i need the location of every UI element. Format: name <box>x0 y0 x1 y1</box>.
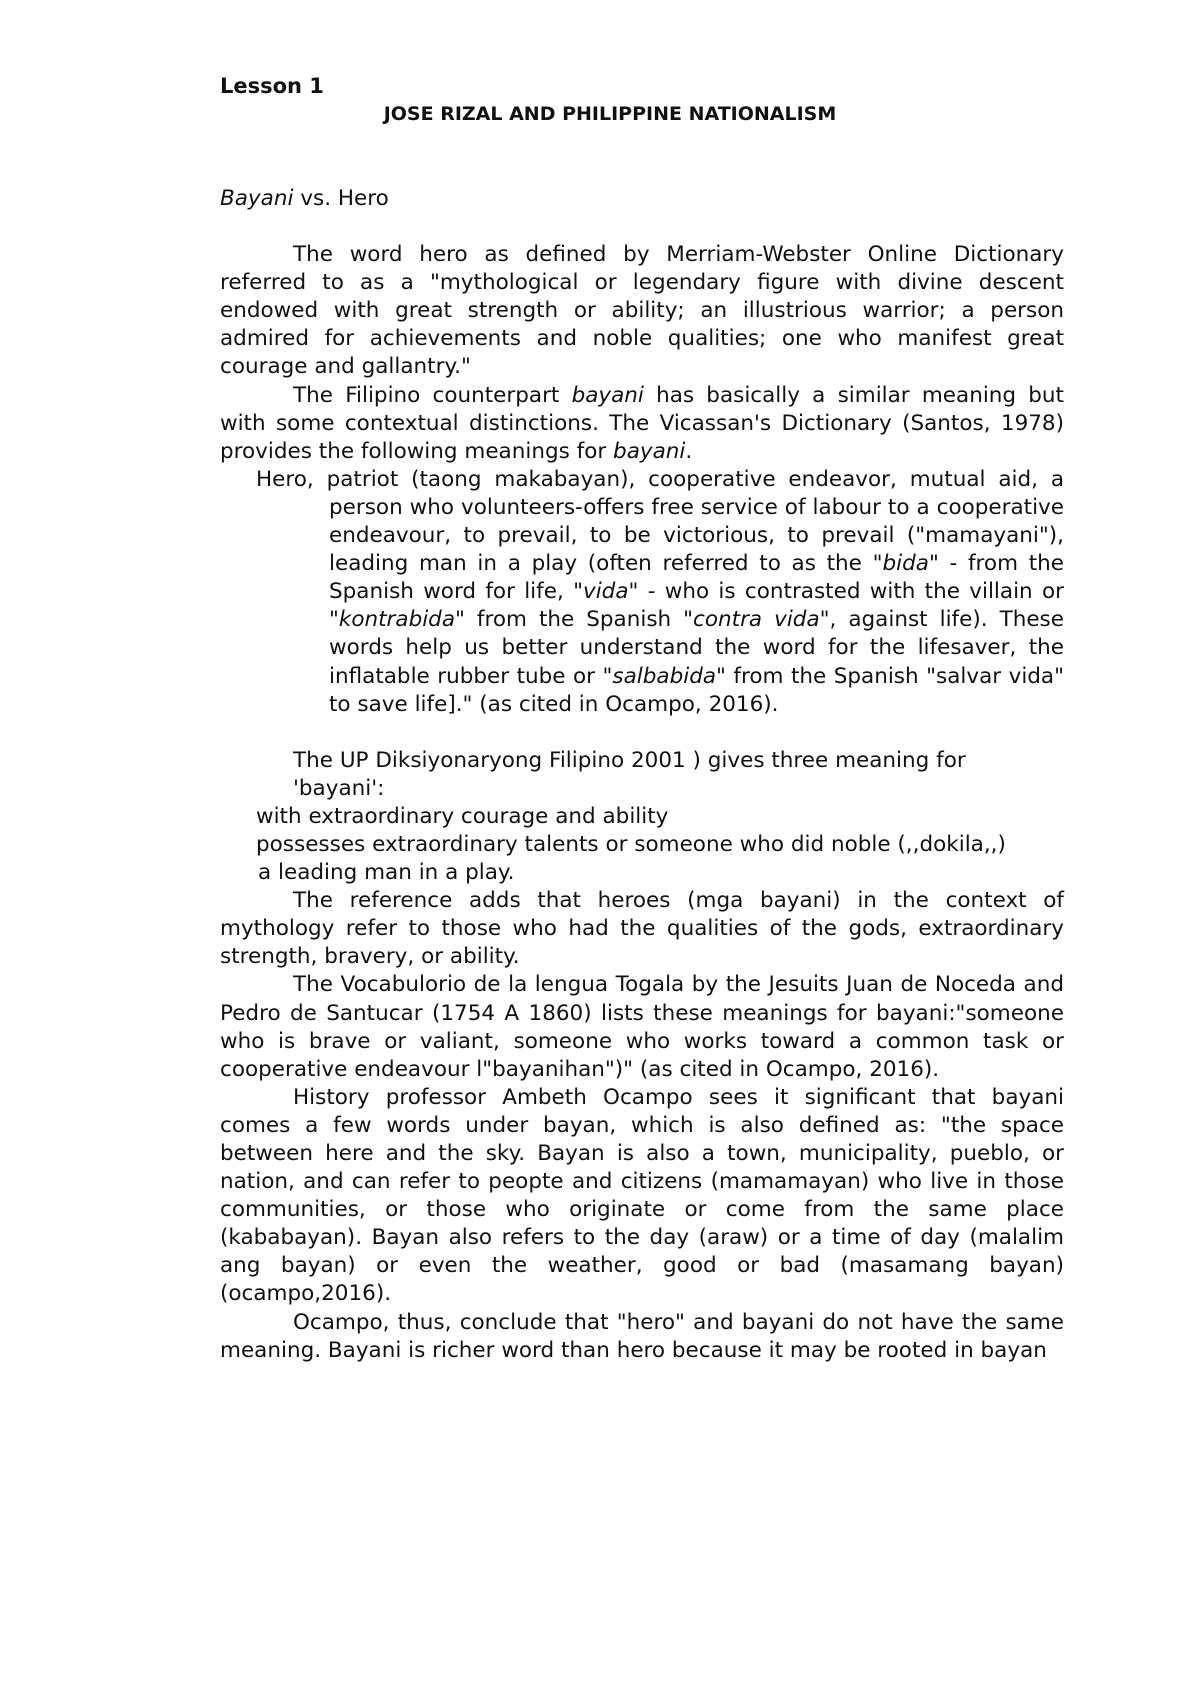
text-line: 'bayani': <box>293 775 385 801</box>
block-quote-vicassan <box>256 466 1064 719</box>
text-run: " - from the Spanish word for life, " <box>329 551 1064 605</box>
meaning-item-1: with extraordinary courage and ability <box>256 803 669 829</box>
text-run: The Filipino counterpart <box>293 382 572 408</box>
text-run-italic: bayani <box>613 438 686 464</box>
text-run: " from the Spanish " <box>455 607 694 633</box>
document-body <box>220 185 1064 1365</box>
section-heading <box>220 185 1064 213</box>
text-run-italic: vida <box>582 579 629 605</box>
text-run: " - who is contrasted with the villain or " <box>329 579 1064 633</box>
section-heading-rest: vs. Hero <box>293 186 389 211</box>
paragraph-up-dictionary <box>220 747 1064 803</box>
paragraph-hero-definition: The word hero as defined by Merriam-Webster Online Dictionary referred to as a "mythological or legendary figure with divine descent endowed with great strength or ability; an illustrious warrior; a person admired for achievements and noble qualities; one who manifest great courage and gallantry." <box>220 242 1064 380</box>
paragraph-mythology: The reference adds that heroes (mga bayani) in the context of mythology refer to those who had the qualities of the gods, extraordinary strength, bravery, or ability. <box>220 888 1064 970</box>
paragraph-ocampo-conclusion: Ocampo, thus, conclude that "hero" and bayani do not have the same meaning. Bayani is richer word than hero because it may be rooted in bayan <box>220 1309 1064 1363</box>
text-run-italic: salbabida <box>612 663 717 689</box>
text-run: " from the Spanish "salvar vida" to save life]." (as cited in Ocampo, 2016). <box>329 663 1064 717</box>
meaning-item-3: a leading man in a play. <box>258 860 515 886</box>
text-run: ", against life). These words help us better understand the word for the lifesaver, the inflatable rubber tube or " <box>329 607 1064 689</box>
text-run-italic: contra vida <box>693 607 820 633</box>
text-run-italic: bida <box>882 551 929 577</box>
text-line: The UP Diksiyonaryong Filipino 2001 ) gives three meaning for <box>293 747 966 773</box>
text-run-italic: bayani <box>571 382 644 408</box>
document-title: JOSE RIZAL AND PHILIPPINE NATIONALISM <box>383 103 837 125</box>
section-heading-italic: Bayani <box>220 186 294 211</box>
text-run-italic: kontrabida <box>338 607 456 633</box>
paragraph-vocabulorio: The Vocabulorio de la lengua Togala by the Jesuits Juan de Noceda and Pedro de Santucar (1754 A 1860) lists these meanings for bayani:"someone who is brave or valiant, someone who works toward a common task or cooperative endeavour l"bayanihan")" (as cited in Ocampo, 2016). <box>220 972 1064 1082</box>
paragraph-bayani-counterpart <box>220 382 1064 466</box>
paragraph-ocampo-bayan: History professor Ambeth Ocampo sees it significant that bayani comes a few words under bayan, which is also defined as: "the space between here and the sky. Bayan is also a town, municipality, pueblo, or nation, and can refer to peopte and citizens (mamamayan) who live in those communities, or those who originate or come from the same place (kababayan). Bayan also refers to the day (araw) or a time of day (malalim ang bayan) or even the weather, good or bad (masamang bayan) (ocampo,2016). <box>220 1084 1064 1307</box>
text-run: . <box>685 438 693 464</box>
lesson-label: Lesson 1 <box>220 74 324 98</box>
meaning-item-2: possesses extraordinary talents or someone who did noble (,,dokila,,) <box>256 831 1006 857</box>
text-run: Hero, patriot (taong makabayan), cooperative endeavor, mutual aid, a person who volunteers-offers free service of labour to a cooperative endeavour, to prevail, to be victorious, to prevail ("mamayani"), leading man in a play (often referred to as the " <box>256 466 1064 577</box>
text-run: has basically a similar meaning but with some contextual distinctions. The Vicassan's Dictionary (Santos, 1978) provides the following meanings for <box>220 382 1064 464</box>
